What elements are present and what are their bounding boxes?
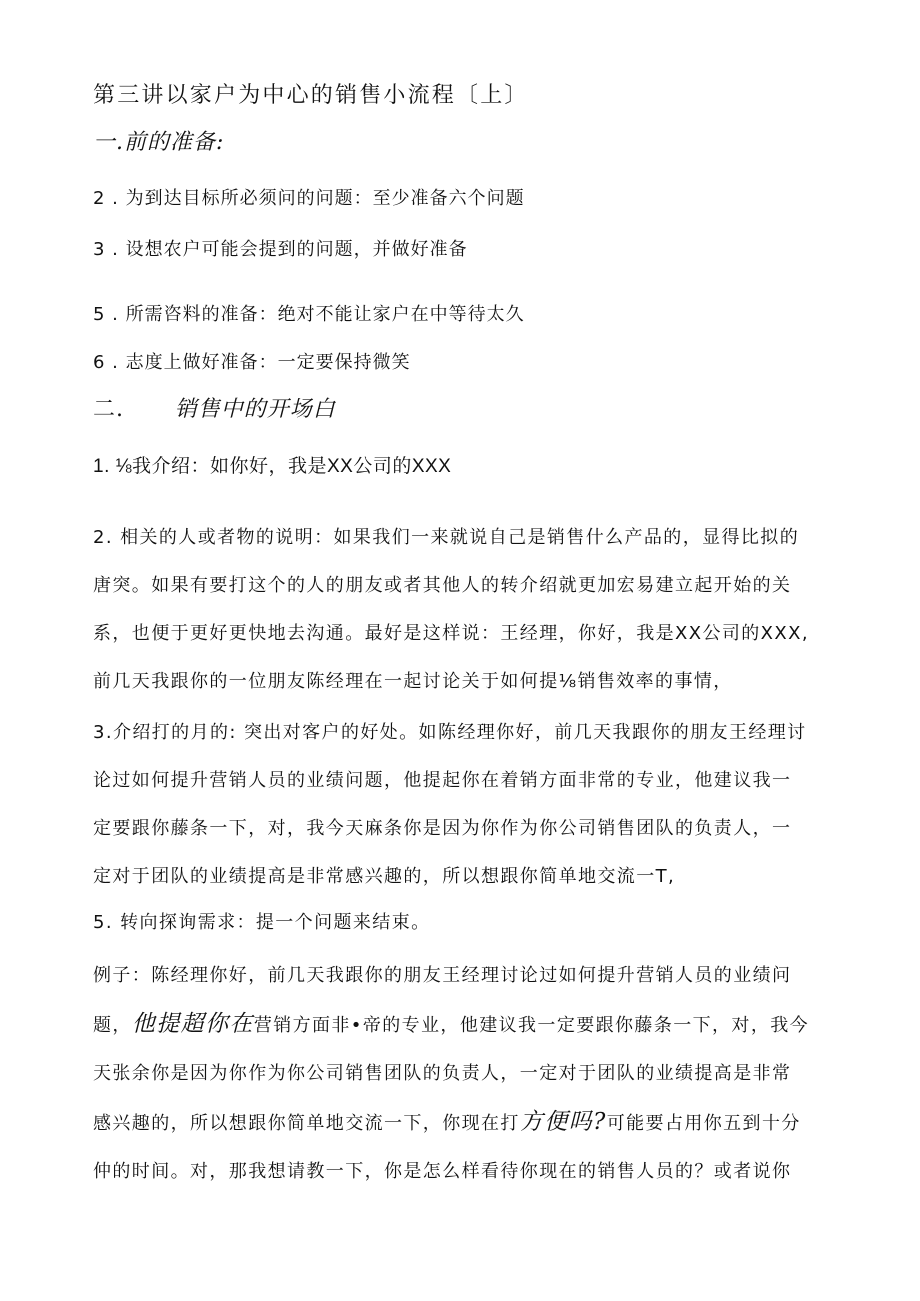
text-run: 感兴趣的，所以想跟你简单地交流一下，你现在打 (93, 1113, 520, 1134)
paragraph-line: 前几天我跟你的一位朋友陈经理在一起讨论关于如何提⅛销售效率的事情， (93, 671, 733, 692)
section2-item-1: 1. ⅛我介绍：如你好，我是XX公司的XXX (93, 456, 452, 477)
paragraph-line: 唐突。如果有要打这个的人的朋友或者其他人的转介绍就更加宏易建立起开始的关 (93, 575, 792, 596)
paragraph-line: 5. 转向探询需求：提一个问题来结束。 (93, 912, 431, 933)
section1-item-6: 6 . 志度上做好准备：一定要保持微笑 (93, 352, 411, 373)
paragraph-line: 系，也便于更好更快地去沟通。最好是这样说：王经理，你好，我是XX公司的XXX, (93, 623, 809, 644)
section2-item-5 (93, 899, 833, 947)
section1-item-3: 3 . 设想农户可能会提到的问题，并做好准备 (93, 239, 468, 260)
section2-heading-text: 销售中的开场白 (174, 397, 336, 422)
paragraph-line: 2. 相关的人或者物的说明：如果我们一来就说自己是销售什么产品的，显得比拟的 (93, 527, 800, 548)
example-paragraph (93, 952, 833, 1196)
section2-heading-number: 二. (93, 397, 124, 422)
section1-item-5: 5 . 所需咨料的准备：绝对不能让家户在中等待太久 (93, 304, 525, 325)
paragraph-line (93, 1000, 833, 1050)
section2-item-2 (93, 514, 833, 706)
paragraph-line (93, 1098, 833, 1148)
paragraph-line: 定要跟你藤条一下，对，我今天麻条你是因为你作为你公司销售团队的负责人，一 (93, 818, 792, 839)
text-run: 题， (93, 1015, 132, 1036)
paragraph-line: 例子：陈经理你好，前几天我跟你的朋友王经理讨论过如何提升营销人员的业绩问 (93, 965, 792, 986)
section2-item-3 (93, 709, 833, 901)
italic-text-run: 他提超你在 (131, 1011, 254, 1037)
paragraph-line: 论过如何提升营销人员的业绩问题，他提起你在着销方面非常的专业，他建议我一 (93, 770, 792, 791)
text-run: 营销方面非•帝的专业，他建议我一定要跟你藤条一下，对，我今 (253, 1015, 810, 1036)
page-title: 第三讲以家户为中心的销售小流程〔上〕 (93, 83, 529, 108)
section2-heading (93, 398, 336, 423)
text-run: 可能要占用你五到十分 (606, 1113, 801, 1134)
paragraph-line: 定对于团队的业绩提高是非常感兴趣的，所以想跟你简单地交流一T, (93, 866, 676, 887)
italic-text-run: 方便吗? (519, 1109, 607, 1135)
section1-item-2: 2 . 为到达目标所必须问的问题：至少准备六个问题 (93, 188, 525, 209)
paragraph-line: 3.介绍打的月的: 突出对客户的好处。如陈经理你好，前几天我跟你的朋友王经理讨 (93, 722, 807, 743)
paragraph-line: 仲的时间。对，那我想请教一下，你是怎么样看待你现在的销售人员的？或者说你 (93, 1161, 792, 1182)
section1-heading: 一.前的准备: (93, 130, 225, 155)
paragraph-line: 天张余你是因为你作为你公司销售团队的负责人，一定对于团队的业绩提高是非常 (93, 1063, 792, 1084)
